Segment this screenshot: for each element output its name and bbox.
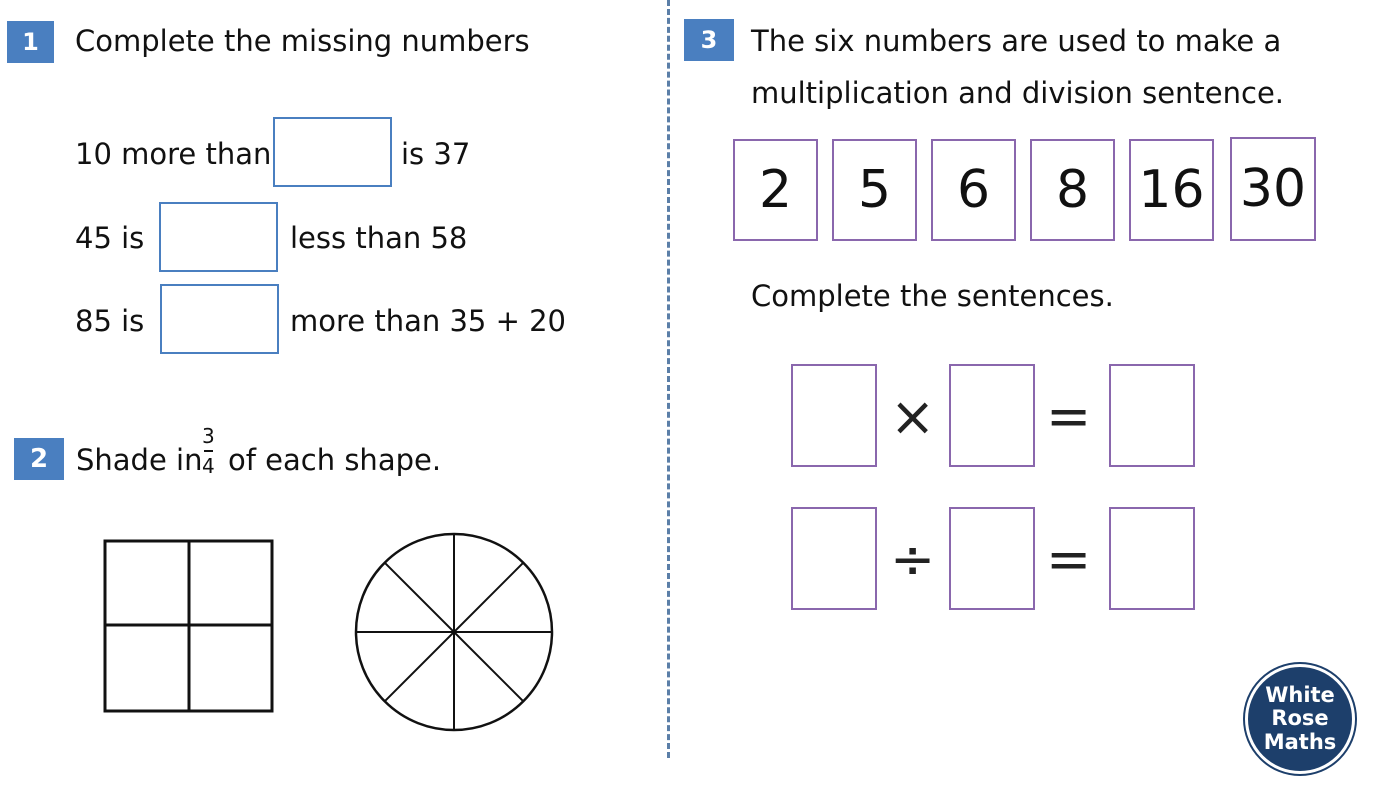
division-divisor-box[interactable] — [949, 507, 1035, 610]
logo-word-rose: Rose — [1271, 706, 1329, 731]
multiplication-factor-2-box[interactable] — [949, 364, 1035, 467]
number-card: 8 — [1030, 139, 1115, 241]
question-3-title-line2: multiplication and division sentence. — [751, 76, 1285, 110]
multiplication-equals-sign: = — [1046, 385, 1092, 448]
divide-sign: ÷ — [890, 528, 936, 591]
question-2-title-after: of each shape. — [228, 443, 442, 477]
division-equals-sign: = — [1046, 528, 1092, 591]
division-dividend-box[interactable] — [791, 507, 877, 610]
question-1-title: Complete the missing numbers — [75, 24, 530, 58]
question-2-title-before: Shade in — [76, 443, 203, 477]
multiplication-factor-1-box[interactable] — [791, 364, 877, 467]
white-rose-maths-logo — [1245, 664, 1355, 774]
circle-shape[interactable] — [350, 528, 558, 736]
square-part[interactable] — [189, 625, 272, 711]
q1-line1-before: 10 more than — [75, 137, 272, 171]
column-divider — [667, 0, 670, 758]
division-quotient-box[interactable] — [1109, 507, 1195, 610]
q1-line3-before: 85 is — [75, 304, 145, 338]
square-part[interactable] — [105, 625, 189, 711]
number-card: 6 — [931, 139, 1016, 241]
fraction-denominator: 4 — [202, 454, 215, 478]
q1-answer-box-1[interactable] — [273, 117, 392, 187]
q1-line1-after: is 37 — [401, 137, 471, 171]
logo-word-maths: Maths — [1263, 729, 1337, 754]
question-3-badge: 3 — [684, 19, 734, 61]
square-part[interactable] — [189, 541, 272, 625]
q3-instruction: Complete the sentences. — [751, 279, 1114, 313]
q1-line2-after: less than 58 — [290, 221, 468, 255]
q1-line2-before: 45 is — [75, 221, 145, 255]
fraction-three-quarters — [202, 426, 215, 476]
number-card: 5 — [832, 139, 917, 241]
multiplication-product-box[interactable] — [1109, 364, 1195, 467]
q1-answer-box-3[interactable] — [160, 284, 279, 354]
question-2-badge: 2 — [14, 438, 64, 480]
number-card: 30 — [1230, 137, 1316, 241]
fraction-numerator: 3 — [202, 424, 215, 448]
square-shape[interactable] — [100, 536, 278, 717]
q1-line3-after: more than 35 + 20 — [290, 304, 566, 338]
q1-answer-box-2[interactable] — [159, 202, 278, 272]
question-1-badge: 1 — [7, 21, 54, 63]
fraction-bar — [204, 450, 213, 452]
multiply-sign: × — [890, 385, 936, 448]
logo-word-white: White — [1265, 682, 1335, 707]
number-card: 16 — [1129, 139, 1214, 241]
number-card: 2 — [733, 139, 818, 241]
question-3-title-line1: The six numbers are used to make a — [751, 24, 1282, 58]
square-part[interactable] — [105, 541, 189, 625]
